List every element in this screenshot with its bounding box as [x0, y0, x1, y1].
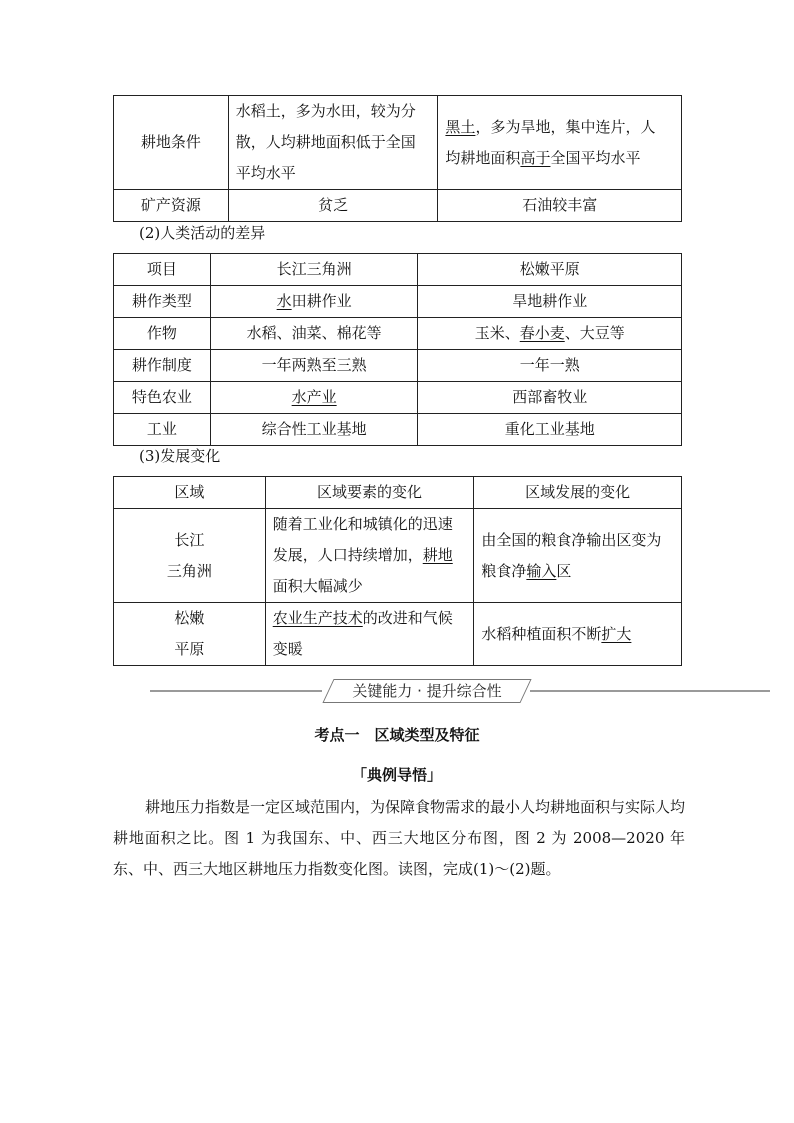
development-change-table — [113, 476, 682, 666]
row-label: 耕地条件 — [114, 96, 229, 190]
row-label: 耕作类型 — [114, 286, 211, 318]
table-row — [114, 350, 682, 382]
table-row — [114, 286, 682, 318]
row-label: 耕作制度 — [114, 350, 211, 382]
cell-element-change: 农业生产技术的改进和气候 变暖 — [265, 603, 474, 666]
cell-yangtze: 贫乏 — [228, 190, 438, 222]
section-banner — [150, 679, 770, 703]
question-paragraph: 耕地压力指数是一定区域范围内，为保障食物需求的最小人均耕地面积与实际人均耕地面积之比。图 1 为我国东、中、西三大地区分布图，图 2 为 2008—2020 年东、中、西三大地区耕地压力指数变化图。读图，完成(1)～(2)题。 — [113, 798, 686, 878]
row-label: 松嫩 平原 — [114, 603, 266, 666]
row-label: 作物 — [114, 318, 211, 350]
caption-development: (3)发展变化 — [139, 447, 221, 465]
soil-mineral-table — [113, 95, 682, 222]
table-row — [114, 603, 682, 666]
header-cell: 区域发展的变化 — [474, 477, 682, 509]
table-row — [114, 509, 682, 603]
cell-songnen: 西部畜牧业 — [418, 382, 682, 414]
table-row — [114, 96, 682, 190]
cell-yangtze: 水产业 — [210, 382, 418, 414]
header-cell: 区域 — [114, 477, 266, 509]
table-row — [114, 382, 682, 414]
cell-songnen: 重化工业基地 — [418, 414, 682, 446]
cell-songnen: 旱地耕作业 — [418, 286, 682, 318]
header-cell: 区域要素的变化 — [265, 477, 474, 509]
cell-yangtze: 综合性工业基地 — [210, 414, 418, 446]
row-label: 工业 — [114, 414, 211, 446]
cell-development-change: 由全国的粮食净输出区变为 粮食净输入区 — [474, 509, 682, 603]
cell-yangtze: 水稻土，多为水田，较为分 散，人均耕地面积低于全国 平均水平 — [228, 96, 438, 190]
table-header-row — [114, 254, 682, 286]
banner-line-right — [530, 690, 770, 692]
row-label: 矿产资源 — [114, 190, 229, 222]
caption-human-activity: (2)人类活动的差异 — [139, 224, 266, 242]
section-heading: 考点一 区域类型及特征 — [314, 726, 480, 744]
header-cell: 项目 — [114, 254, 211, 286]
header-cell: 长江三角洲 — [210, 254, 418, 286]
cell-songnen: 玉米、春小麦、大豆等 — [418, 318, 682, 350]
table-header-row — [114, 477, 682, 509]
banner-line-left — [150, 690, 322, 692]
banner-text: 关键能力 · 提升综合性 — [352, 682, 502, 700]
sub-heading: 「典例导悟」 — [351, 766, 442, 784]
cell-yangtze: 一年两熟至三熟 — [210, 350, 418, 382]
row-label: 长江 三角洲 — [114, 509, 266, 603]
table-row — [114, 414, 682, 446]
cell-yangtze: 水稻、油菜、棉花等 — [210, 318, 418, 350]
cell-development-change: 水稻种植面积不断扩大 — [474, 603, 682, 666]
cell-songnen: 黑土，多为旱地，集中连片，人 均耕地面积高于全国平均水平 — [438, 96, 682, 190]
cell-element-change: 随着工业化和城镇化的迅速 发展，人口持续增加，耕地 面积大幅减少 — [265, 509, 474, 603]
table-row — [114, 318, 682, 350]
cell-yangtze: 水田耕作业 — [210, 286, 418, 318]
human-activity-table — [113, 253, 682, 446]
row-label: 特色农业 — [114, 382, 211, 414]
header-cell: 松嫩平原 — [418, 254, 682, 286]
cell-songnen: 一年一熟 — [418, 350, 682, 382]
table-row — [114, 190, 682, 222]
cell-songnen: 石油较丰富 — [438, 190, 682, 222]
